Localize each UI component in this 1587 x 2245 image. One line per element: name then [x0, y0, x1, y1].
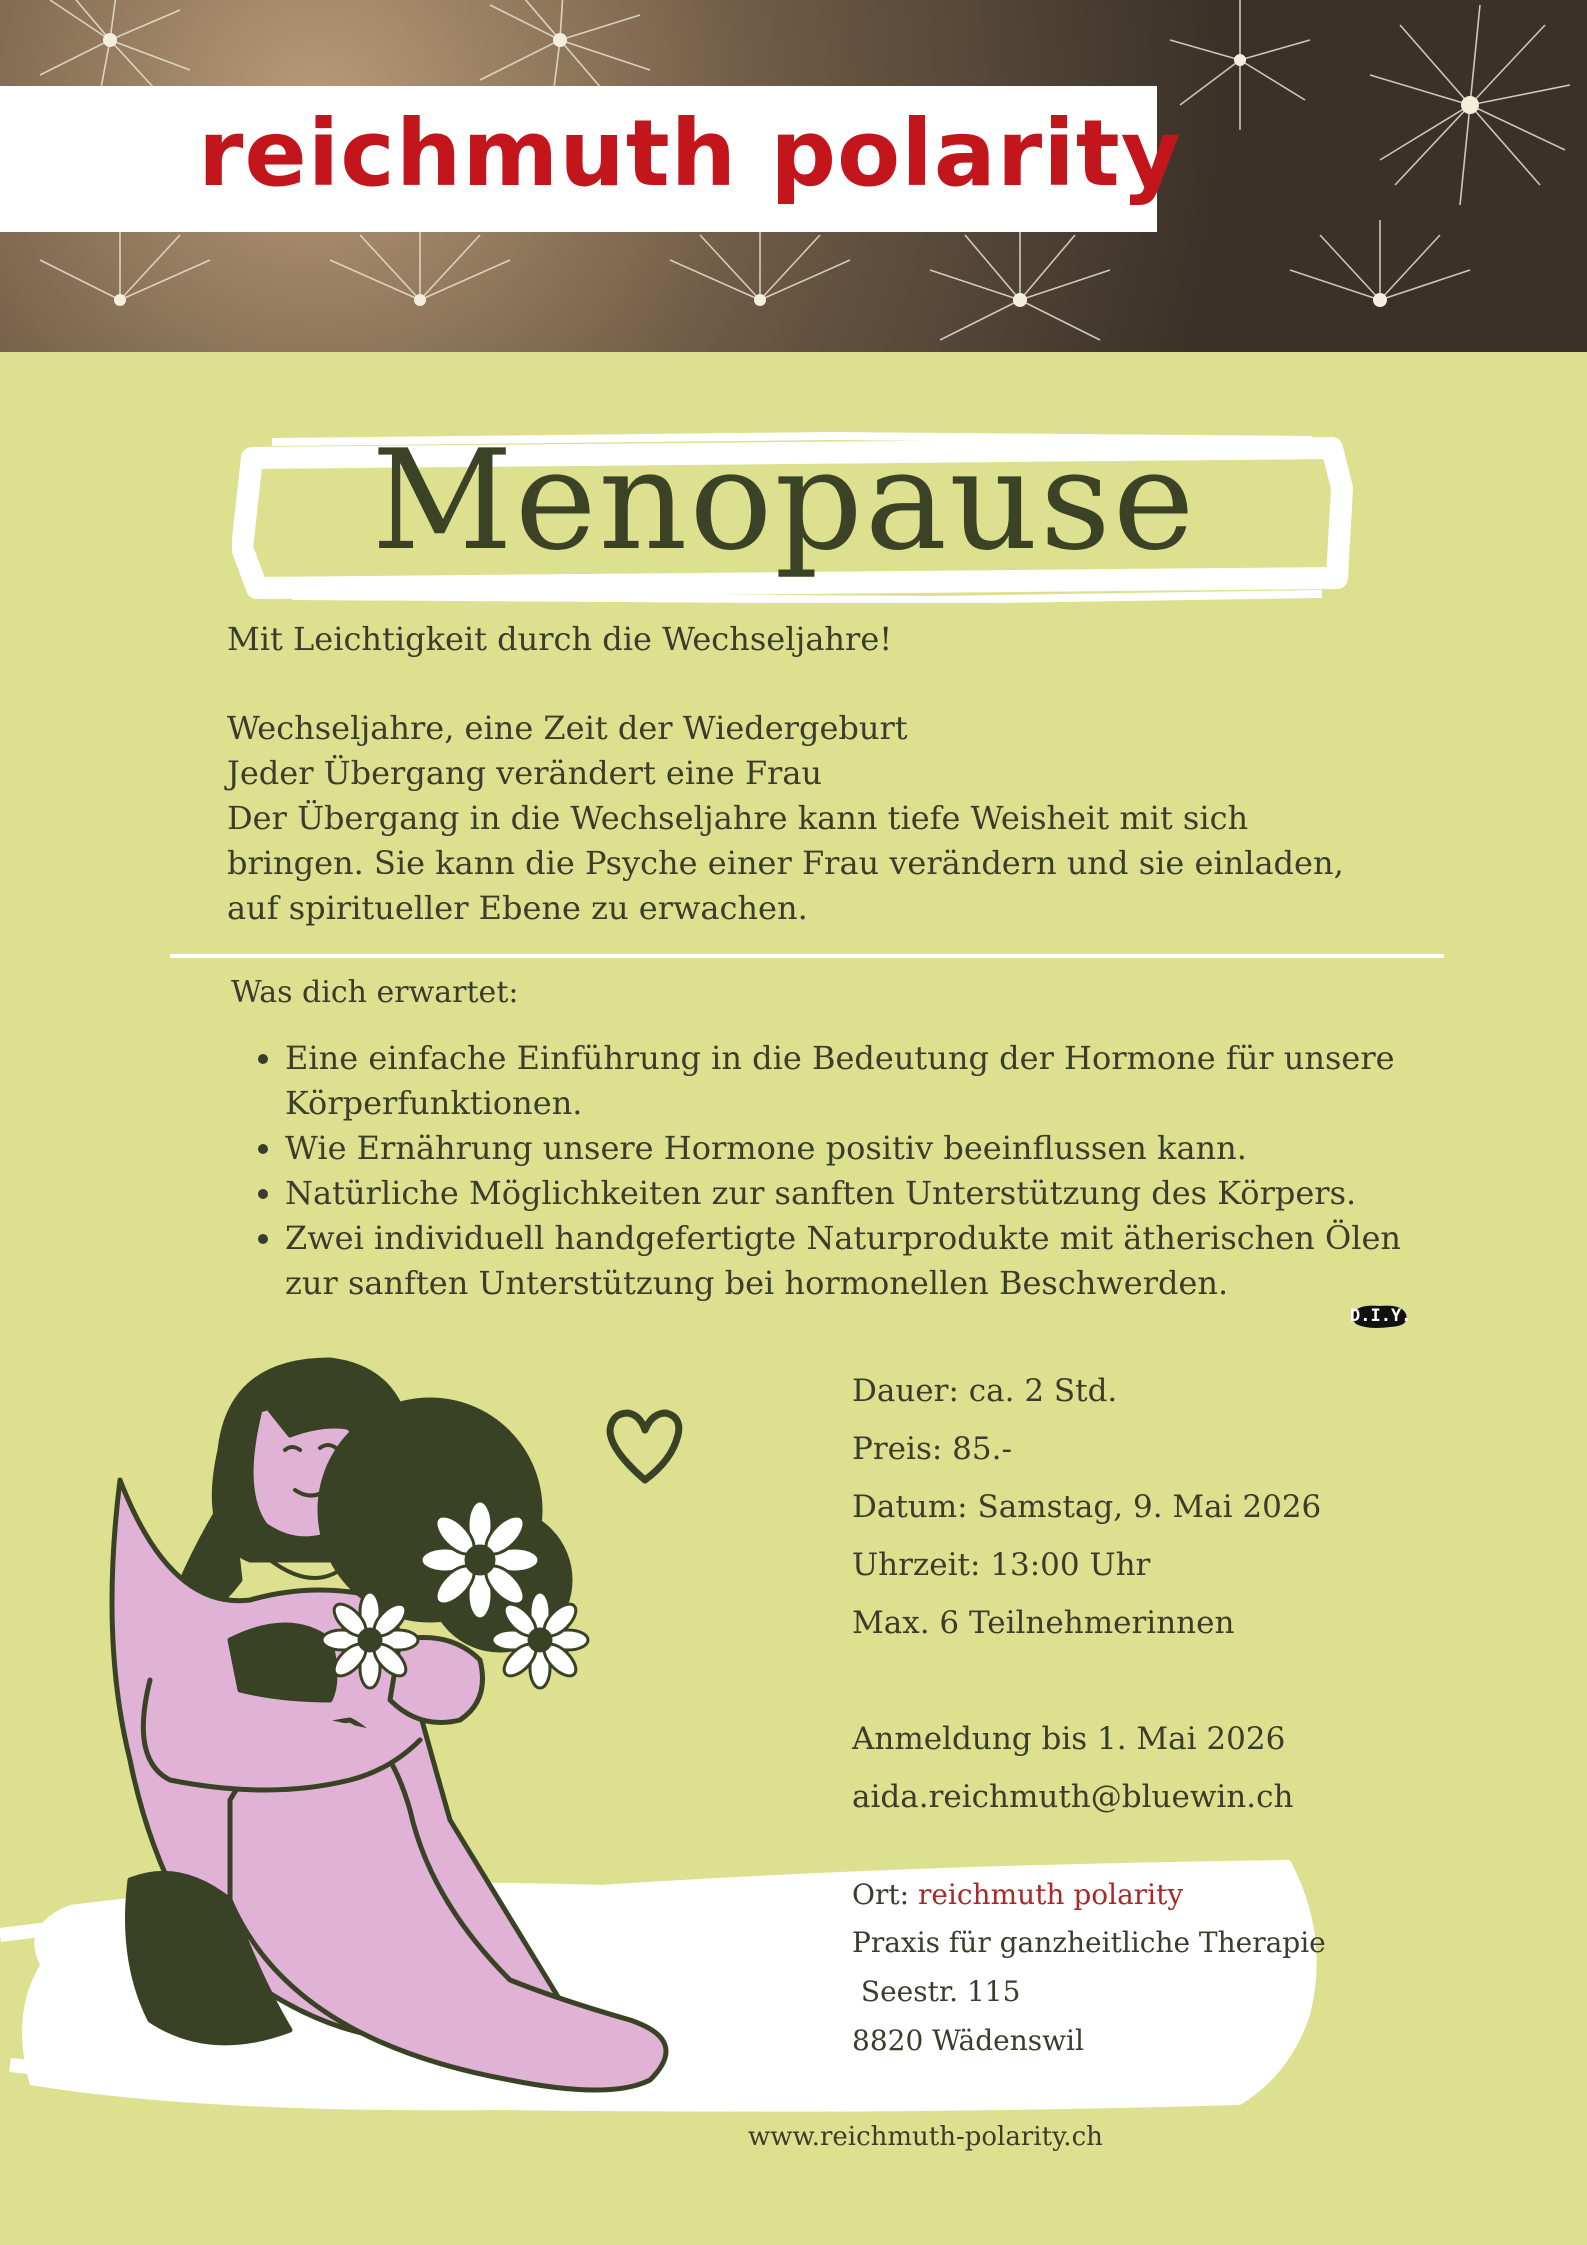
location-street: Seestr. 115 — [852, 1975, 1021, 2008]
list-item: • Zwei individuell handgefertigte Naturprodukte mit ätherischen Ölen zur sanften Unterstützung bei hormonellen Beschwerden. — [285, 1216, 1405, 1306]
location-prefix: Ort: — [852, 1878, 918, 1911]
intro-line: Jeder Übergang verändert eine Frau — [227, 754, 822, 792]
website-link[interactable]: www.reichmuth-polarity.ch — [748, 2122, 1103, 2152]
intro-line: bringen. Sie kann die Psyche einer Frau verändern und sie einladen, — [227, 844, 1344, 882]
expect-list — [255, 1036, 1405, 1306]
time: Uhrzeit: 13:00 Uhr — [852, 1547, 1151, 1583]
email-link[interactable]: aida.reichmuth@bluewin.ch — [852, 1779, 1294, 1815]
intro-line: auf spiritueller Ebene zu erwachen. — [227, 889, 808, 927]
price: Preis: 85.- — [852, 1431, 1012, 1467]
heart-icon — [600, 1405, 690, 1490]
participants: Max. 6 Teilnehmerinnen — [852, 1605, 1235, 1641]
duration: Dauer: ca. 2 Std. — [852, 1373, 1118, 1409]
page-title: Menopause — [371, 420, 1197, 581]
location-city: 8820 Wädenswil — [852, 2024, 1084, 2057]
expect-heading: Was dich erwartet: — [231, 975, 519, 1010]
list-item: • Wie Ernährung unsere Hormone positiv beeinflussen kann. — [285, 1126, 1405, 1171]
date: Datum: Samstag, 9. Mai 2026 — [852, 1489, 1322, 1525]
location-practice: Praxis für ganzheitliche Therapie — [852, 1926, 1326, 1959]
diy-label: D.I.Y. — [1350, 1306, 1412, 1326]
divider — [170, 954, 1444, 958]
location-label — [852, 1878, 1183, 1911]
intro-line: Wechseljahre, eine Zeit der Wiedergeburt — [227, 709, 908, 747]
intro-line: Der Übergang in die Wechseljahre kann tiefe Weisheit mit sich — [227, 799, 1249, 837]
registration-deadline: Anmeldung bis 1. Mai 2026 — [852, 1721, 1286, 1757]
list-item: • Eine einfache Einführung in die Bedeutung der Hormone für unsere Körperfunktionen. — [285, 1036, 1405, 1126]
intro-text — [227, 706, 1387, 931]
tagline: Mit Leichtigkeit durch die Wechseljahre! — [227, 620, 893, 658]
diy-badge — [1350, 1302, 1410, 1330]
location-name: reichmuth polarity — [917, 1878, 1184, 1911]
woman-with-flowers-illustration — [90, 1340, 850, 2120]
list-item: • Natürliche Möglichkeiten zur sanften Unterstützung des Körpers. — [285, 1171, 1405, 1216]
brand-name: reichmuth polarity — [198, 100, 1182, 207]
